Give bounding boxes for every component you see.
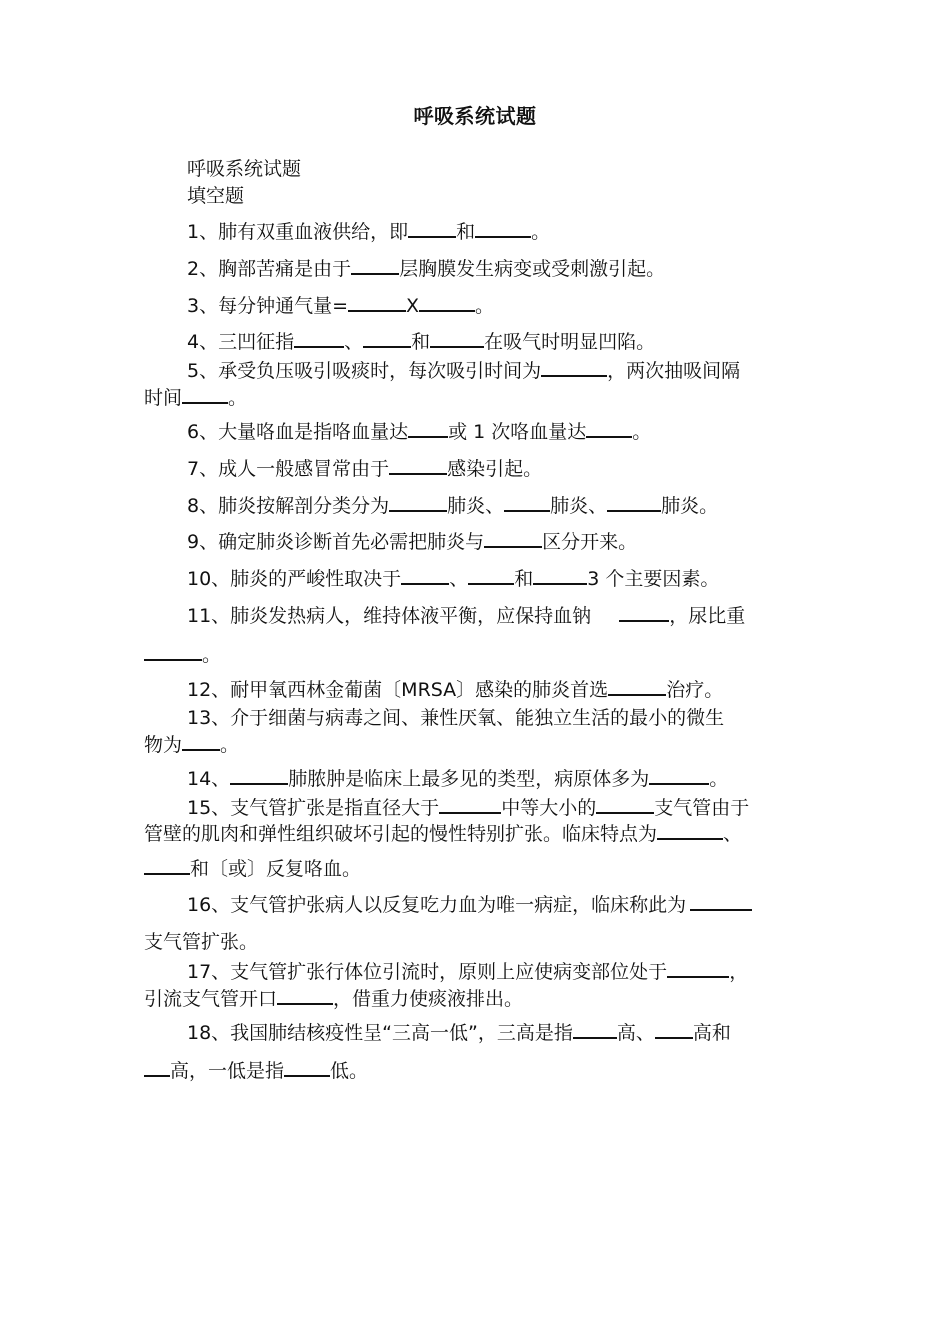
answer-blank[interactable] [363, 328, 411, 348]
question-18: 18、我国肺结核疫性呈“三高一低”，三高是指 高、 高和 [187, 1019, 731, 1046]
answer-blank[interactable] [468, 565, 514, 585]
answer-blank[interactable] [277, 985, 333, 1005]
answer-blank[interactable] [351, 255, 399, 275]
question-15-cont: 管壁的肌肉和弹性组织破坏引起的慢性特别扩张。临床特点为 、 [144, 820, 742, 847]
question-17: 17、支气管扩张行体位引流时，原则上应使病变部位处于 ， [187, 958, 748, 985]
answer-blank[interactable] [408, 418, 448, 438]
question-1: 1、肺有双重血液供给，即 和 。 [187, 218, 550, 245]
answer-blank[interactable] [439, 794, 501, 814]
question-15: 15、支气管扩张是指直径大于 中等大小的 支气管由于 [187, 794, 749, 821]
answer-blank[interactable] [389, 492, 447, 512]
answer-blank[interactable] [533, 565, 587, 585]
question-4: 4、三凹征指 、 和 在吸气时明显凹陷。 [187, 328, 655, 355]
question-16-cont: 支气管扩张。 [144, 931, 259, 953]
question-10: 10、肺炎的严峻性取决于 、 和 3 个主要因素。 [187, 565, 719, 592]
answer-blank[interactable] [607, 492, 661, 512]
question-9: 9、确定肺炎诊断首先必需把肺炎与 区分开来。 [187, 528, 637, 555]
question-7: 7、成人一般感冒常由于 感染引起。 [187, 455, 542, 482]
answer-blank[interactable] [504, 492, 550, 512]
question-15-cont2: 和〔或〕反复咯血。 [144, 855, 361, 882]
subtitle: 呼吸系统试题 [187, 158, 302, 180]
answer-blank[interactable] [619, 602, 669, 622]
answer-blank[interactable] [144, 641, 202, 661]
question-11-cont: 。 [144, 641, 221, 668]
question-13-cont: 物为 。 [144, 731, 239, 758]
question-18-cont: 高，一低是指 低。 [144, 1057, 368, 1084]
question-5-cont: 时间 。 [144, 384, 247, 411]
answer-blank[interactable] [144, 1057, 170, 1077]
answer-blank[interactable] [182, 384, 228, 404]
answer-blank[interactable] [144, 855, 190, 875]
answer-blank[interactable] [608, 676, 666, 696]
answer-blank[interactable] [284, 1057, 330, 1077]
answer-blank[interactable] [541, 357, 607, 377]
answer-blank[interactable] [389, 455, 447, 475]
answer-blank[interactable] [475, 218, 531, 238]
question-2: 2、胸部苦痛是由于 层胸膜发生病变或受刺激引起。 [187, 255, 665, 282]
question-14: 14、 肺脓肿是临床上最多见的类型，病原体多为 。 [187, 765, 728, 792]
answer-blank[interactable] [401, 565, 449, 585]
answer-blank[interactable] [419, 292, 475, 312]
question-16: 16、支气管护张病人以反复吃力血为唯一病症，临床称此为 [187, 891, 752, 918]
answer-blank[interactable] [484, 528, 542, 548]
question-12: 12、耐甲氧西林金葡菌〔MRSA〕感染的肺炎首选 治疗。 [187, 676, 723, 703]
answer-blank[interactable] [430, 328, 484, 348]
section-heading: 填空题 [187, 185, 245, 207]
answer-blank[interactable] [573, 1019, 617, 1039]
answer-blank[interactable] [294, 328, 344, 348]
answer-blank[interactable] [657, 820, 723, 840]
answer-blank[interactable] [596, 794, 654, 814]
answer-blank[interactable] [586, 418, 632, 438]
answer-blank[interactable] [348, 292, 406, 312]
document-title: 呼吸系统试题 [413, 104, 537, 128]
answer-blank[interactable] [690, 891, 752, 911]
answer-blank[interactable] [667, 958, 729, 978]
question-3: 3、每分钟通气量= X 。 [187, 292, 494, 319]
question-8: 8、肺炎按解剖分类分为 肺炎、 肺炎、 肺炎。 [187, 492, 718, 519]
answer-blank[interactable] [655, 1019, 693, 1039]
question-17-cont: 引流支气管开口 ，借重力使痰液排出。 [144, 985, 523, 1012]
answer-blank[interactable] [408, 218, 456, 238]
question-6: 6、大量咯血是指咯血量达 或 1 次咯血量达 。 [187, 418, 651, 445]
answer-blank[interactable] [230, 765, 288, 785]
answer-blank[interactable] [649, 765, 709, 785]
question-13: 13、介于细菌与病毒之间、兼性厌氧、能独立生活的最小的微生 [187, 707, 725, 729]
answer-blank[interactable] [182, 731, 220, 751]
question-11: 11、肺炎发热病人，维持体液平衡，应保持血钠 ，尿比重 [187, 602, 745, 629]
question-5: 5、承受负压吸引吸痰时，每次吸引时间为 ，两次抽吸间隔 [187, 357, 740, 384]
